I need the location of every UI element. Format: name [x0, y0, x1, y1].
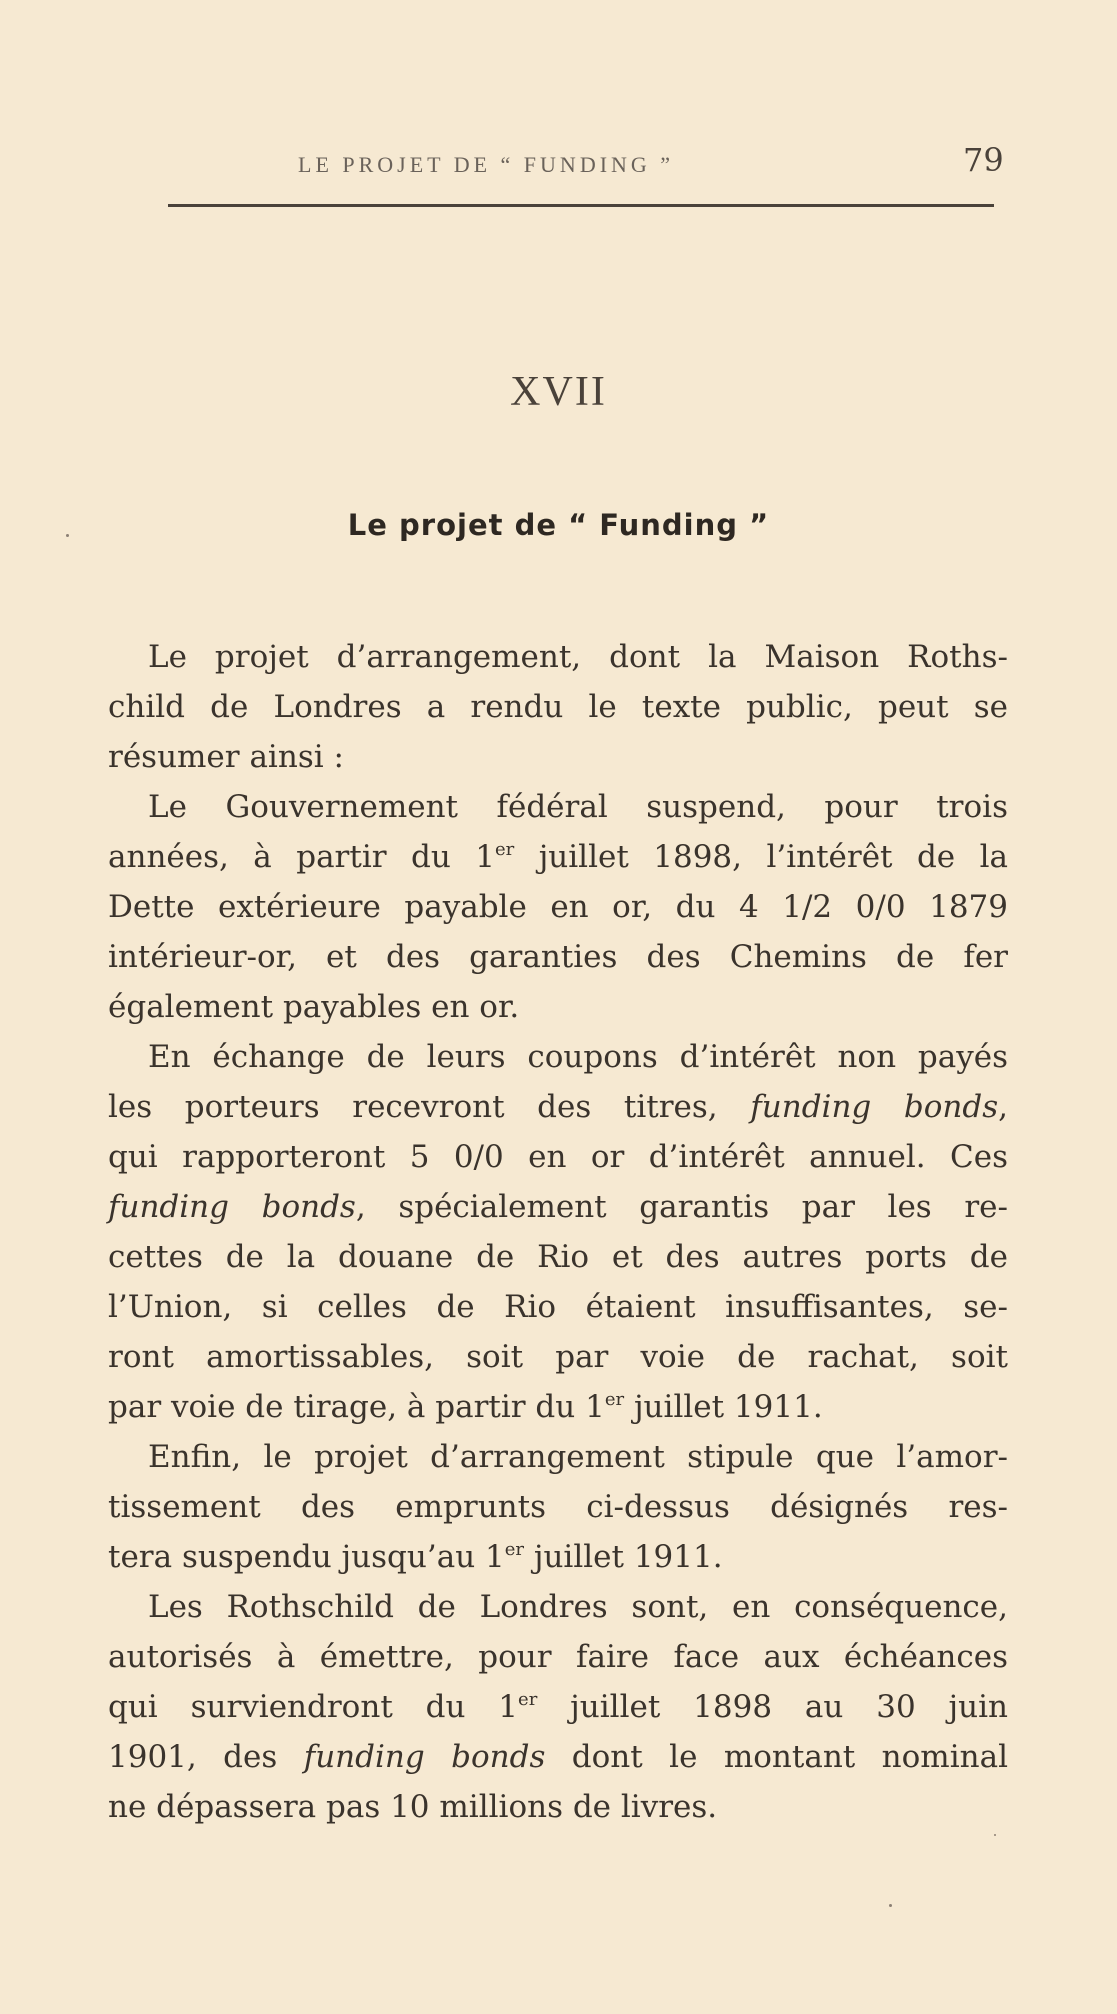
line-text: tissement des emprunts ci-dessus désignés res-	[108, 1489, 1008, 1525]
text-line	[108, 782, 1008, 832]
line-text: années, à partir du 1	[108, 839, 495, 875]
text-line	[108, 1432, 1008, 1482]
line-text: juillet 1911.	[524, 1539, 723, 1575]
text-line	[108, 1182, 1008, 1232]
line-text: ne dépassera pas 10 millions de livres.	[108, 1789, 718, 1825]
line-text: les porteurs recevront des titres,	[108, 1089, 751, 1125]
line-text: qui rapporteront 5 0/0 en or d’intérêt annuel. Ces	[108, 1139, 1008, 1175]
line-text: Enfin, le projet d’arrangement stipule que l’amor-	[148, 1439, 1008, 1475]
text-line	[108, 832, 1008, 882]
text-line	[108, 632, 1008, 682]
line-text: juillet 1898, l’intérêt de la	[514, 839, 1008, 875]
text-line	[108, 1482, 1008, 1532]
line-text: ront amortissables, soit par voie de rachat, soit	[108, 1339, 1008, 1375]
text-line	[108, 982, 519, 1032]
line-text: ,	[998, 1089, 1008, 1125]
line-text: juillet 1911.	[624, 1389, 823, 1425]
italic-term: funding bonds	[108, 1189, 356, 1225]
text-line	[108, 1632, 1008, 1682]
paper-speck	[994, 1834, 996, 1836]
line-text: juillet 1898 au 30 juin	[537, 1689, 1009, 1725]
line-text: 1901, des	[108, 1739, 304, 1775]
italic-term: funding bonds	[750, 1089, 999, 1125]
superscript: er	[494, 839, 515, 860]
text-line	[108, 1132, 1008, 1182]
header-rule	[168, 204, 994, 207]
text-line	[108, 1282, 1008, 1332]
line-text: , spécialement garantis par les re-	[355, 1189, 1008, 1225]
chapter-number: XVII	[510, 369, 607, 415]
line-text: par voie de tirage, à partir du 1	[108, 1389, 605, 1425]
line-text: résumer ainsi :	[108, 739, 344, 775]
line-text: également payables en or.	[108, 989, 520, 1025]
text-line	[108, 732, 344, 782]
superscript: er	[518, 1689, 538, 1710]
line-text: dont le montant nominal	[545, 1739, 1008, 1775]
text-line	[108, 682, 1008, 732]
running-title: LE PROJET DE “ FUNDING ”	[298, 152, 675, 177]
superscript: er	[504, 1539, 524, 1560]
text-line	[108, 1682, 1008, 1732]
line-text: tera suspendu jusqu’au 1	[108, 1539, 505, 1575]
line-text: l’Union, si celles de Rio étaient insuffisantes, se-	[108, 1289, 1008, 1325]
line-text: Dette extérieure payable en or, du 4 1/2 0/0 1879	[108, 889, 1008, 925]
text-line	[108, 1532, 723, 1582]
line-text: intérieur-or, et des garanties des Chemins de fer	[108, 939, 1008, 975]
paper-speck	[889, 1904, 892, 1907]
text-line	[108, 1582, 1008, 1632]
paper-speck	[66, 534, 69, 537]
page-number: 79	[963, 141, 1004, 179]
superscript: er	[604, 1389, 625, 1410]
line-text: autorisés à émettre, pour faire face aux échéances	[108, 1639, 1008, 1675]
text-line	[108, 1232, 1008, 1282]
line-text: Les Rothschild de Londres sont, en conséquence,	[148, 1589, 1008, 1625]
line-text: Le projet d’arrangement, dont la Maison Roths-	[148, 639, 1008, 675]
text-line	[108, 882, 1008, 932]
text-line	[108, 1782, 717, 1832]
italic-term: funding bonds	[303, 1739, 546, 1775]
text-line	[108, 1382, 823, 1432]
text-line	[108, 1332, 1008, 1382]
text-line	[108, 1082, 1008, 1132]
line-text: Le Gouvernement fédéral suspend, pour trois	[148, 789, 1008, 825]
line-text: child de Londres a rendu le texte public, peut se	[108, 689, 1008, 725]
line-text: En échange de leurs coupons d’intérêt non payés	[148, 1039, 1008, 1075]
line-text: qui surviendront du 1	[108, 1689, 519, 1725]
text-line	[108, 932, 1008, 982]
text-line	[108, 1732, 1008, 1782]
chapter-title: Le projet de “ Funding ”	[347, 508, 770, 542]
line-text: cettes de la douane de Rio et des autres ports de	[108, 1239, 1008, 1275]
text-line	[108, 1032, 1008, 1082]
